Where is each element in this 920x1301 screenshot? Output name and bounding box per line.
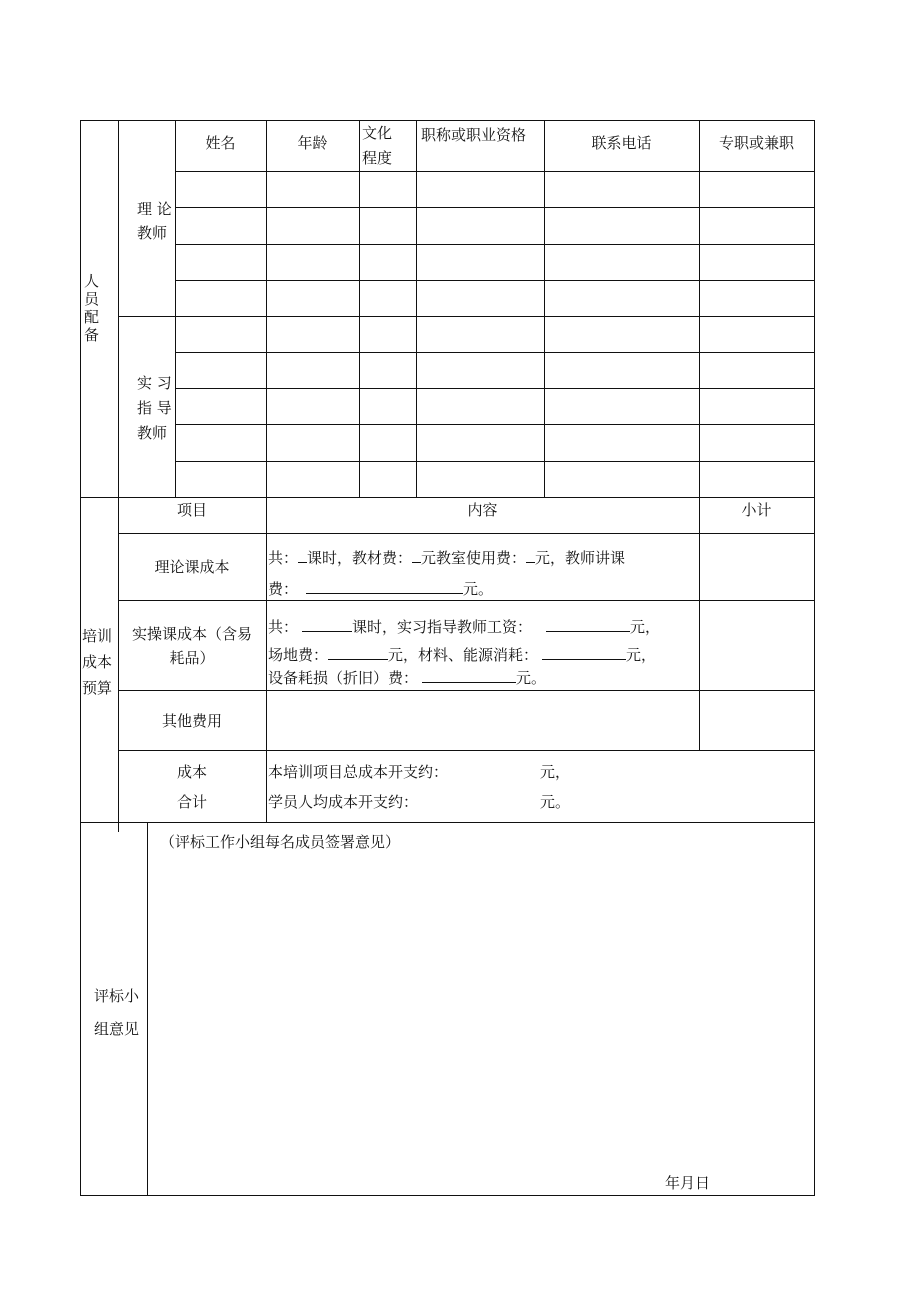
budget-section-label-line2: 成本 bbox=[82, 653, 113, 671]
total-line1-unit: 元， bbox=[540, 763, 571, 781]
review-date: 年月日 bbox=[665, 1174, 711, 1192]
practice-teacher-label-line3: 教师 bbox=[137, 424, 168, 442]
theory-cost-line1: 共： 课时，教材费： 元教室使用费： 元，教师讲课 bbox=[268, 549, 626, 567]
budget-header-content: 内容 bbox=[467, 501, 498, 519]
other-cost-label: 其他费用 bbox=[161, 712, 222, 730]
practice-cost-label-line1: 实操课成本（含易 bbox=[131, 625, 252, 643]
header-type: 专职或兼职 bbox=[718, 134, 794, 152]
label-char: 员 bbox=[84, 290, 100, 308]
budget-section-label-line1: 培训 bbox=[82, 627, 113, 645]
theory-cost-line2: 费： 元。 bbox=[268, 580, 494, 598]
practice-teacher-label-line1: 实 习 bbox=[137, 374, 172, 392]
practice-cost-line3: 设备耗损（折旧）费： 元。 bbox=[268, 669, 547, 687]
header-education-line2: 程度 bbox=[362, 149, 393, 167]
total-label-line1: 成本 bbox=[176, 763, 207, 781]
header-phone: 联系电话 bbox=[591, 134, 652, 152]
header-title: 职称或职业资格 bbox=[421, 126, 527, 144]
header-education-line1: 文化 bbox=[362, 124, 393, 142]
review-label-line1: 评标小 bbox=[94, 987, 140, 1005]
theory-teacher-label-line2: 教师 bbox=[137, 224, 168, 242]
theory-cost-label: 理论课成本 bbox=[154, 558, 230, 576]
label-char: 人 bbox=[84, 272, 100, 290]
header-name: 姓名 bbox=[205, 134, 236, 152]
theory-teacher-label-line1: 理 论 bbox=[137, 200, 172, 218]
practice-cost-label-line2: 耗品） bbox=[169, 649, 215, 667]
label-char: 配 bbox=[84, 308, 100, 326]
label-char: 备 bbox=[84, 326, 100, 344]
total-line2: 学员人均成本开支约： bbox=[268, 793, 419, 811]
budget-header-subtotal: 小计 bbox=[741, 501, 772, 519]
budget-section-label-line3: 预算 bbox=[82, 679, 113, 697]
total-label-line2: 合计 bbox=[176, 793, 207, 811]
practice-cost-line1: 共： 课时，实习指导教师工资： 元， bbox=[268, 618, 661, 636]
review-label-line2: 组意见 bbox=[94, 1020, 140, 1038]
practice-teacher-label-line2: 指 导 bbox=[137, 399, 172, 417]
practice-cost-line2: 场地费： 元，材料、能源消耗： 元， bbox=[268, 646, 657, 664]
total-line1: 本培训项目总成本开支约： bbox=[268, 763, 449, 781]
total-line2-unit: 元。 bbox=[540, 793, 571, 811]
review-note: （评标工作小组每名成员签署意见） bbox=[160, 833, 401, 851]
header-age: 年龄 bbox=[297, 134, 328, 152]
budget-header-item: 项目 bbox=[176, 501, 207, 519]
